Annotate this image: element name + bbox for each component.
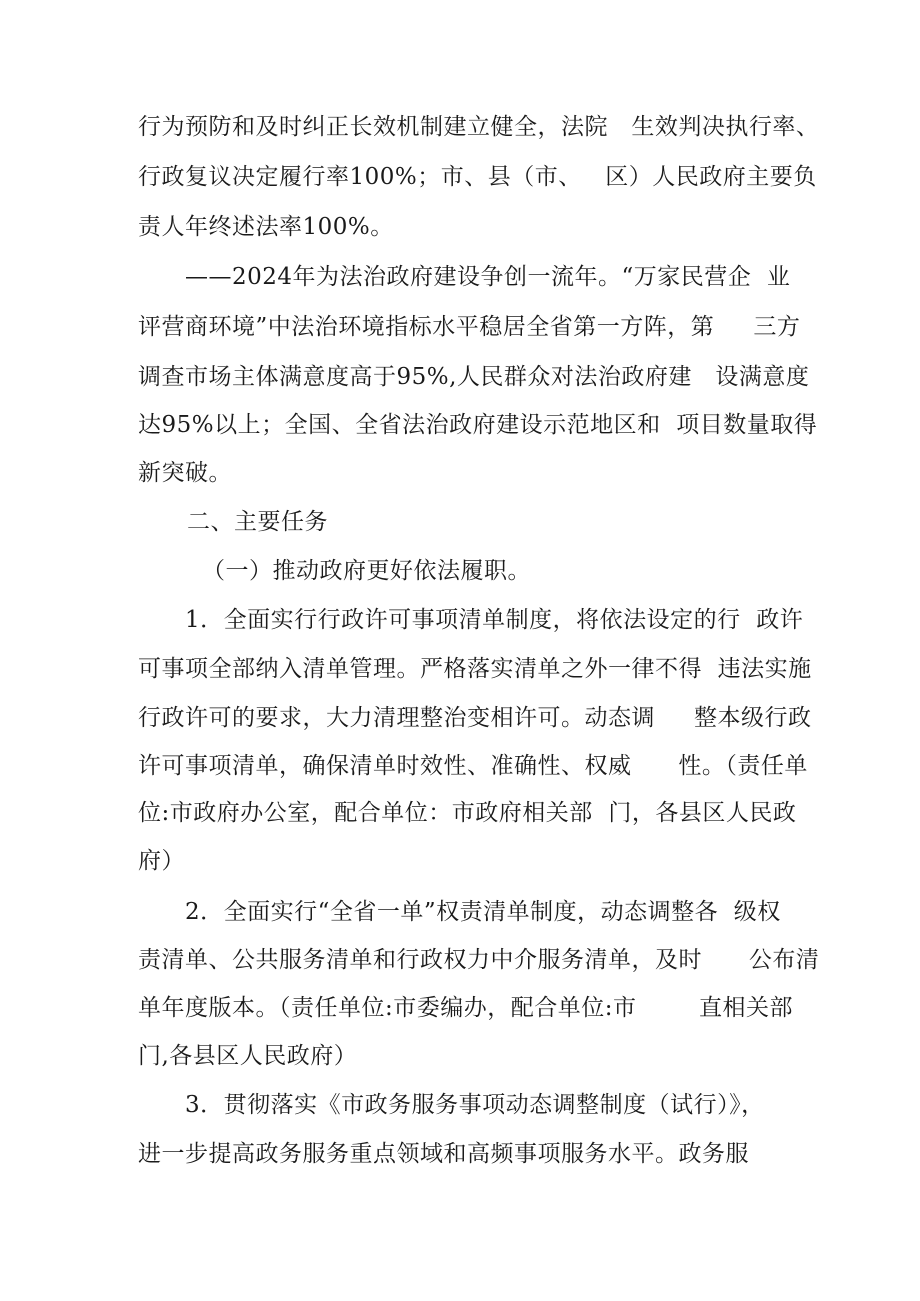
- section-heading: 二、主要任务: [187, 509, 328, 535]
- body-line: 行为预防和及时纠正长效机制建立健全，法院 生效判决执行率、: [138, 114, 820, 140]
- body-line: 责清单、公共服务清单和行政权力中介服务清单，及时 公布清: [138, 947, 820, 973]
- body-line: 府）: [138, 848, 185, 874]
- body-line: 责人年终述法率100%。: [138, 214, 394, 240]
- body-line: 调查市场主体满意度高于95%,人民群众对法治政府建 设满意度: [138, 364, 810, 390]
- body-line: 达95%以上；全国、全省法治政府建设示范地区和 项目数量取得: [138, 412, 818, 438]
- body-line: 行政复议决定履行率100%；市、县（市、 区）人民政府主要负: [138, 164, 817, 190]
- body-line: ——2024年为法治政府建设争创一流年。“万家民营企 业: [185, 264, 791, 290]
- body-line: 位:市政府办公室，配合单位：市政府相关部 门，各县区人民政: [138, 800, 797, 826]
- body-line: 新突破。: [138, 460, 232, 486]
- body-line: 许可事项清单，确保清单时效性、准确性、权威 性。（责任单: [138, 753, 808, 779]
- subsection-heading: （一）推动政府更好依法履职。: [202, 558, 531, 584]
- body-line: 3．贯彻落实《市政务服务事项动态调整制度（试行）》，: [185, 1092, 765, 1118]
- body-line: 门,各县区人民政府）: [138, 1043, 358, 1069]
- body-line: 可事项全部纳入清单管理。严格落实清单之外一律不得 违法实施: [138, 656, 812, 682]
- body-line: 1．全面实行行政许可事项清单制度，将依法设定的行 政许: [185, 607, 804, 633]
- body-line: 行政许可的要求，大力清理整治变相许可。动态调 整本级行政: [138, 705, 812, 731]
- body-line: 进一步提高政务服务重点领域和高频事项服务水平。政务服: [138, 1141, 749, 1167]
- body-line: 2．全面实行“全省一单”权责清单制度，动态调整各 级权: [185, 899, 781, 925]
- body-line: 评营商环境”中法治环境指标水平稳居全省第一方阵，第 三方: [138, 314, 801, 340]
- body-line: 单年度版本。（责任单位:市委编办，配合单位:市 直相关部: [138, 995, 793, 1021]
